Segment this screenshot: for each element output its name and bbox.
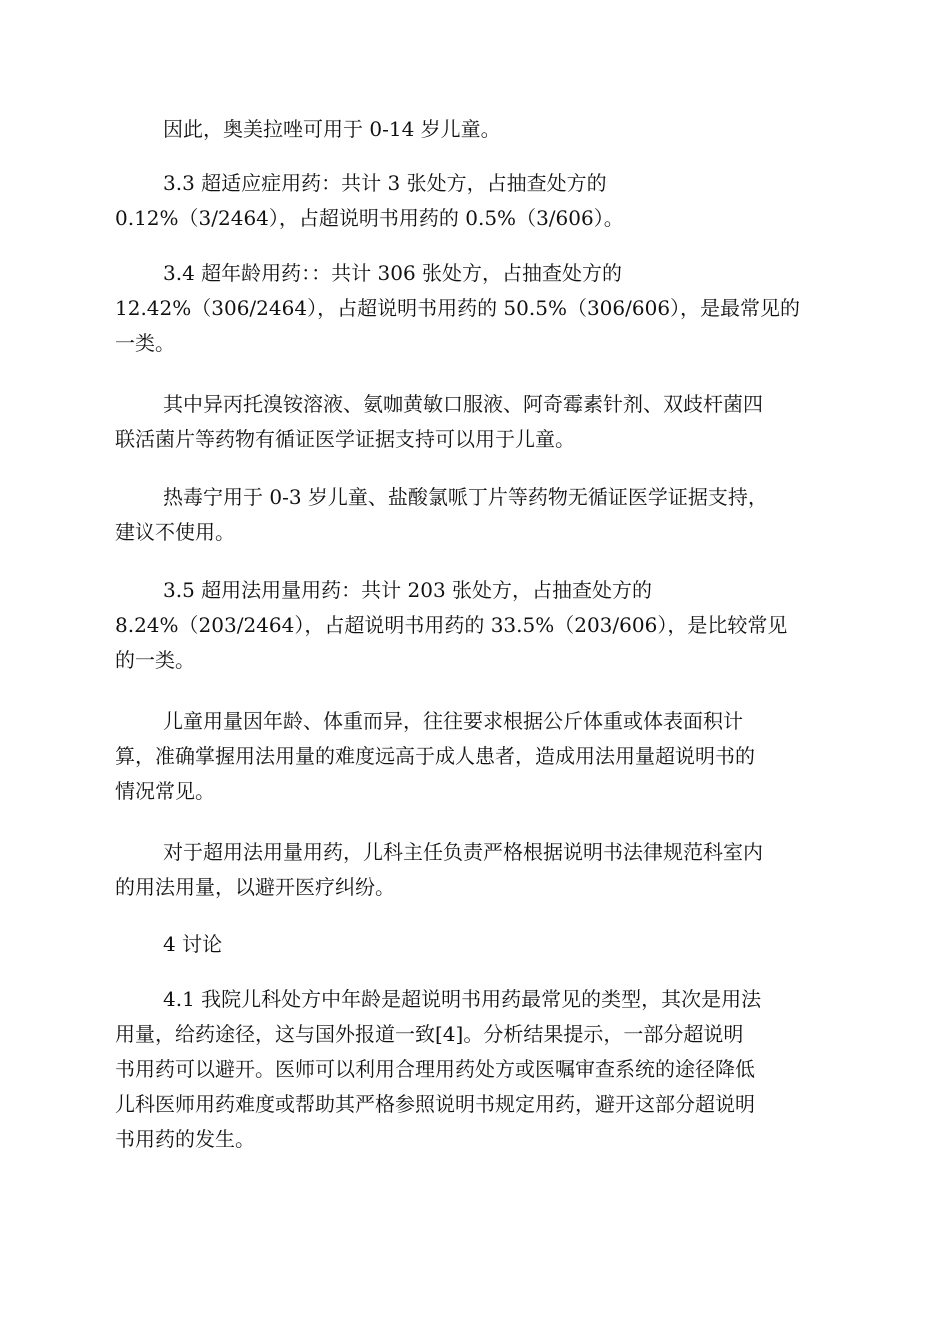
text-line: 一类。 <box>115 331 175 355</box>
text-line: 联活菌片等药物有循证医学证据支持可以用于儿童。 <box>115 427 575 451</box>
text-line: 4.1 我院儿科处方中年龄是超说明书用药最常见的类型，其次是用法 <box>163 987 762 1011</box>
text-line: 8.24%（203/2464），占超说明书用药的 33.5%（203/606），是比较常见 <box>115 613 788 637</box>
text-line: 3.3 超适应症用药：共计 3 张处方，占抽查处方的 <box>163 171 607 195</box>
text-line: 0.12%（3/2464），占超说明书用药的 0.5%（3/606）。 <box>115 206 624 230</box>
paragraph-section-3-5 <box>115 573 837 678</box>
text-line: 的用法用量，以避开医疗纠纷。 <box>115 875 395 899</box>
paragraph-pediatric-dosage <box>115 704 837 809</box>
text-line: 儿科医师用药难度或帮助其严格参照说明书规定用药，避开这部分超说明 <box>115 1092 755 1116</box>
section-heading-discussion <box>115 927 837 962</box>
paragraph-section-3-3 <box>115 166 837 236</box>
text-line: 用量，给药途径，这与国外报道一致[4]。分析结果提示，一部分超说明 <box>115 1022 744 1046</box>
text-line: 3.4 超年龄用药：：共计 306 张处方，占抽查处方的 <box>163 261 623 285</box>
paragraph-section-3-4 <box>115 256 837 361</box>
text-line: 建议不使用。 <box>115 520 235 544</box>
text-line: 情况常见。 <box>115 779 215 803</box>
text-line: 4 讨论 <box>163 932 223 956</box>
text-line: 书用药可以避开。医师可以利用合理用药处方或医嘱审查系统的途径降低 <box>115 1057 755 1081</box>
text-line: 的一类。 <box>115 648 195 672</box>
text-line: 算，准确掌握用法用量的难度远高于成人患者，造成用法用量超说明书的 <box>115 744 755 768</box>
paragraph-dosage-management <box>115 835 837 905</box>
text-line: 因此，奥美拉唑可用于 0-14 岁儿童。 <box>163 117 501 141</box>
paragraph-not-recommended-drugs <box>115 480 837 550</box>
paragraph-evidence-supported-drugs <box>115 387 837 457</box>
text-line: 12.42%（306/2464），占超说明书用药的 50.5%（306/606），是最常见的 <box>115 296 801 320</box>
text-line: 3.5 超用法用量用药：共计 203 张处方，占抽查处方的 <box>163 578 653 602</box>
text-line: 对于超用法用量用药，儿科主任负责严格根据说明书法律规范科室内 <box>163 840 763 864</box>
paragraph-section-4-1 <box>115 982 837 1157</box>
text-line: 儿童用量因年龄、体重而异，往往要求根据公斤体重或体表面积计 <box>163 709 743 733</box>
text-line: 书用药的发生。 <box>115 1127 255 1151</box>
text-line: 热毒宁用于 0-3 岁儿童、盐酸氯哌丁片等药物无循证医学证据支持， <box>163 485 768 509</box>
text-line: 其中异丙托溴铵溶液、氨咖黄敏口服液、阿奇霉素针剂、双歧杆菌四 <box>163 392 763 416</box>
paragraph-omeprazole-conclusion <box>115 112 837 147</box>
